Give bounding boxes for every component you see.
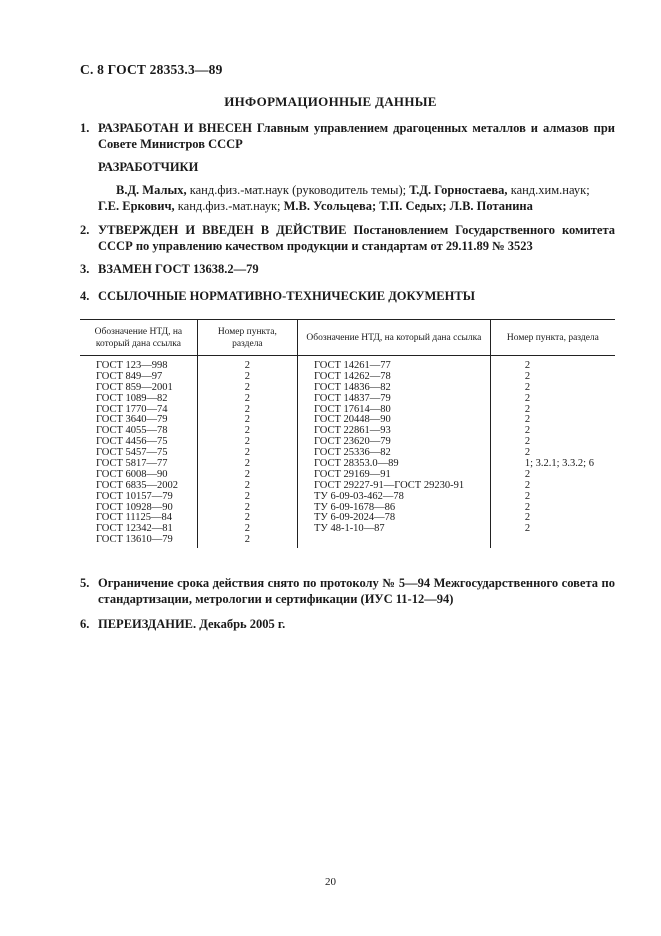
item-number-cell: 2: [524, 468, 531, 480]
developer-name: Т.Д. Горностаева,: [406, 183, 508, 197]
doc-designation: ГОСТ 25336—82: [313, 447, 391, 459]
doc-designation: ГОСТ 14261—77: [313, 360, 391, 371]
item-text: Главным управлением драгоценных металлов и алмазов при Совете Министров СССР: [98, 121, 615, 151]
column-header-item: Номер пункта, раздела: [490, 320, 615, 356]
doc-designation: ГОСТ 849—97: [96, 370, 163, 382]
item-number-cell: 2: [244, 479, 250, 491]
doc-designation: ГОСТ 12342—81: [96, 523, 173, 535]
doc-designation: ГОСТ 10928—90: [96, 501, 173, 513]
section-title: ИНФОРМАЦИОННЫЕ ДАННЫЕ: [224, 94, 437, 109]
item-number-cell: 2: [244, 425, 250, 437]
doc-designation: ГОСТ 13610—79: [96, 534, 173, 546]
info-item-2: [80, 223, 615, 254]
item-number: 2.: [80, 223, 90, 237]
item-number: 6.: [80, 617, 90, 631]
info-item-5: [80, 576, 615, 607]
item-number: 4.: [80, 289, 90, 303]
doc-designation: ГОСТ 5817—77: [96, 458, 168, 470]
doc-designation: ГОСТ 28353.0—89: [313, 458, 399, 470]
item-lead: ССЫЛОЧНЫЕ НОРМАТИВНО-ТЕХНИЧЕСКИЕ ДОКУМЕНТЫ: [98, 289, 475, 303]
right-docs-column: [298, 356, 490, 537]
item-number-cell: 2: [244, 490, 250, 502]
info-item-6: [80, 617, 615, 633]
doc-designation: ГОСТ 1089—82: [96, 392, 168, 404]
doc-designation: ГОСТ 4055—78: [96, 425, 168, 437]
item-number-cell: 1; 3.2.1; 3.3.2; 6: [524, 458, 594, 470]
item-number-cell: 2: [244, 447, 250, 459]
doc-designation: ГОСТ 1770—74: [96, 403, 168, 415]
doc-designation: ГОСТ 10157—79: [96, 490, 173, 502]
doc-designation: ГОСТ 3640—79: [96, 414, 168, 426]
item-number-cell: 2: [244, 512, 250, 524]
developer-name: Л.В. Потанина: [446, 198, 533, 213]
item-lead: Ограничение срока действия снято по протоколу № 5—94 Межгосударственного совета по стандартизации, метрологии и сертификации (ИУС 11-12—94): [98, 576, 615, 606]
doc-designation: ГОСТ 29227-91—ГОСТ 29230-91: [313, 479, 465, 491]
doc-designation: ГОСТ 14262—78: [313, 370, 391, 382]
doc-designation: ГОСТ 22861—93: [313, 425, 391, 437]
item-lead: ВЗАМЕН ГОСТ 13638.2—79: [98, 262, 259, 276]
info-item-4: [80, 289, 615, 305]
doc-designation: ГОСТ 20448—90: [313, 414, 391, 426]
doc-designation: ГОСТ 6835—2002: [96, 479, 179, 491]
item-text: Постановлением Государственного комитета СССР по управлению качеством продукции и стандартам от 29.11.89 № 3523: [98, 223, 615, 253]
left-items-column: [198, 356, 297, 548]
developer-name: Т.П. Седых;: [376, 198, 447, 213]
item-number-cell: 2: [524, 360, 531, 371]
developer-name: М.В. Усольцева;: [280, 198, 377, 213]
item-number: 3.: [80, 262, 90, 276]
item-number: 1.: [80, 121, 90, 135]
developer-title: канд.физ.-мат.наук (руководитель темы);: [186, 183, 407, 197]
right-items-column: [491, 356, 615, 537]
doc-designation: ТУ 6-09-2024—78: [313, 512, 396, 524]
item-number-cell: 2: [244, 501, 250, 513]
item-number-cell: 2: [244, 523, 250, 535]
developer-title: канд.хим.наук;: [507, 183, 590, 197]
doc-designation: ГОСТ 4456—75: [96, 436, 168, 448]
column-header-doc: Обозначение НТД, на который дана ссылка: [80, 320, 197, 356]
item-number-cell: 2: [524, 403, 531, 415]
item-number-cell: 2: [244, 381, 250, 393]
page-number: 20: [325, 876, 336, 888]
doc-designation: ГОСТ 23620—79: [313, 436, 391, 448]
doc-designation: ГОСТ 6008—90: [96, 468, 168, 480]
info-item-3: [80, 262, 615, 278]
item-lead: УТВЕРЖДЕН И ВВЕДЕН В ДЕЙСТВИЕ: [98, 223, 347, 237]
item-number-cell: 2: [244, 458, 250, 470]
table-body-row: [80, 356, 615, 549]
item-number-cell: 2: [524, 392, 531, 404]
info-item-1: [80, 121, 615, 152]
item-number-cell: 2: [524, 479, 531, 491]
developers-list: [98, 183, 615, 214]
doc-designation: ГОСТ 859—2001: [96, 381, 173, 393]
table-header-row: [80, 320, 615, 356]
item-number-cell: 2: [244, 534, 250, 546]
doc-designation: ГОСТ 17614—80: [313, 403, 391, 415]
developer-name: В.Д. Малых,: [116, 183, 187, 197]
item-number-cell: 2: [244, 468, 250, 480]
item-number-cell: 2: [524, 436, 531, 448]
developer-title: канд.физ.-мат.наук;: [174, 198, 281, 213]
item-number-cell: 2: [524, 447, 531, 459]
developers-heading: РАЗРАБОТЧИКИ: [98, 160, 199, 174]
doc-designation: ТУ 6-09-03-462—78: [313, 490, 404, 502]
doc-designation: ГОСТ 14836—82: [313, 381, 391, 393]
doc-designation: ГОСТ 14837—79: [313, 392, 391, 404]
column-header-item: Номер пункта, раздела: [197, 320, 297, 356]
doc-designation: ГОСТ 5457—75: [96, 447, 168, 459]
doc-designation: ГОСТ 123—998: [96, 360, 168, 371]
item-number-cell: 2: [244, 370, 250, 382]
item-number-cell: 2: [244, 414, 250, 426]
column-header-doc: Обозначение НТД, на который дана ссылка: [297, 320, 490, 356]
item-lead: РАЗРАБОТАН И ВНЕСЕН: [98, 121, 252, 135]
item-number-cell: 2: [524, 425, 531, 437]
doc-designation: ГОСТ 11125—84: [96, 512, 173, 524]
item-number-cell: 2: [244, 360, 250, 371]
item-lead: ПЕРЕИЗДАНИЕ. Декабрь 2005 г.: [98, 617, 286, 631]
item-number-cell: 2: [244, 392, 250, 404]
item-number-cell: 2: [524, 501, 531, 513]
page-header: С. 8 ГОСТ 28353.3—89: [80, 62, 223, 77]
left-docs-column: [80, 356, 197, 548]
item-number-cell: 2: [524, 370, 531, 382]
item-number-cell: 2: [244, 436, 250, 448]
item-number-cell: 2: [244, 403, 250, 415]
item-number: 5.: [80, 576, 90, 590]
developer-name: Г.Е. Еркович,: [98, 198, 175, 213]
item-number-cell: 2: [524, 512, 531, 524]
item-number-cell: 2: [524, 523, 531, 535]
reference-documents-table: [80, 319, 615, 548]
item-number-cell: 2: [524, 490, 531, 502]
item-number-cell: 2: [524, 414, 531, 426]
doc-designation: ТУ 6-09-1678—86: [313, 501, 396, 513]
doc-designation: ГОСТ 29169—91: [313, 468, 391, 480]
doc-designation: ТУ 48-1-10—87: [313, 523, 385, 535]
item-number-cell: 2: [524, 381, 531, 393]
